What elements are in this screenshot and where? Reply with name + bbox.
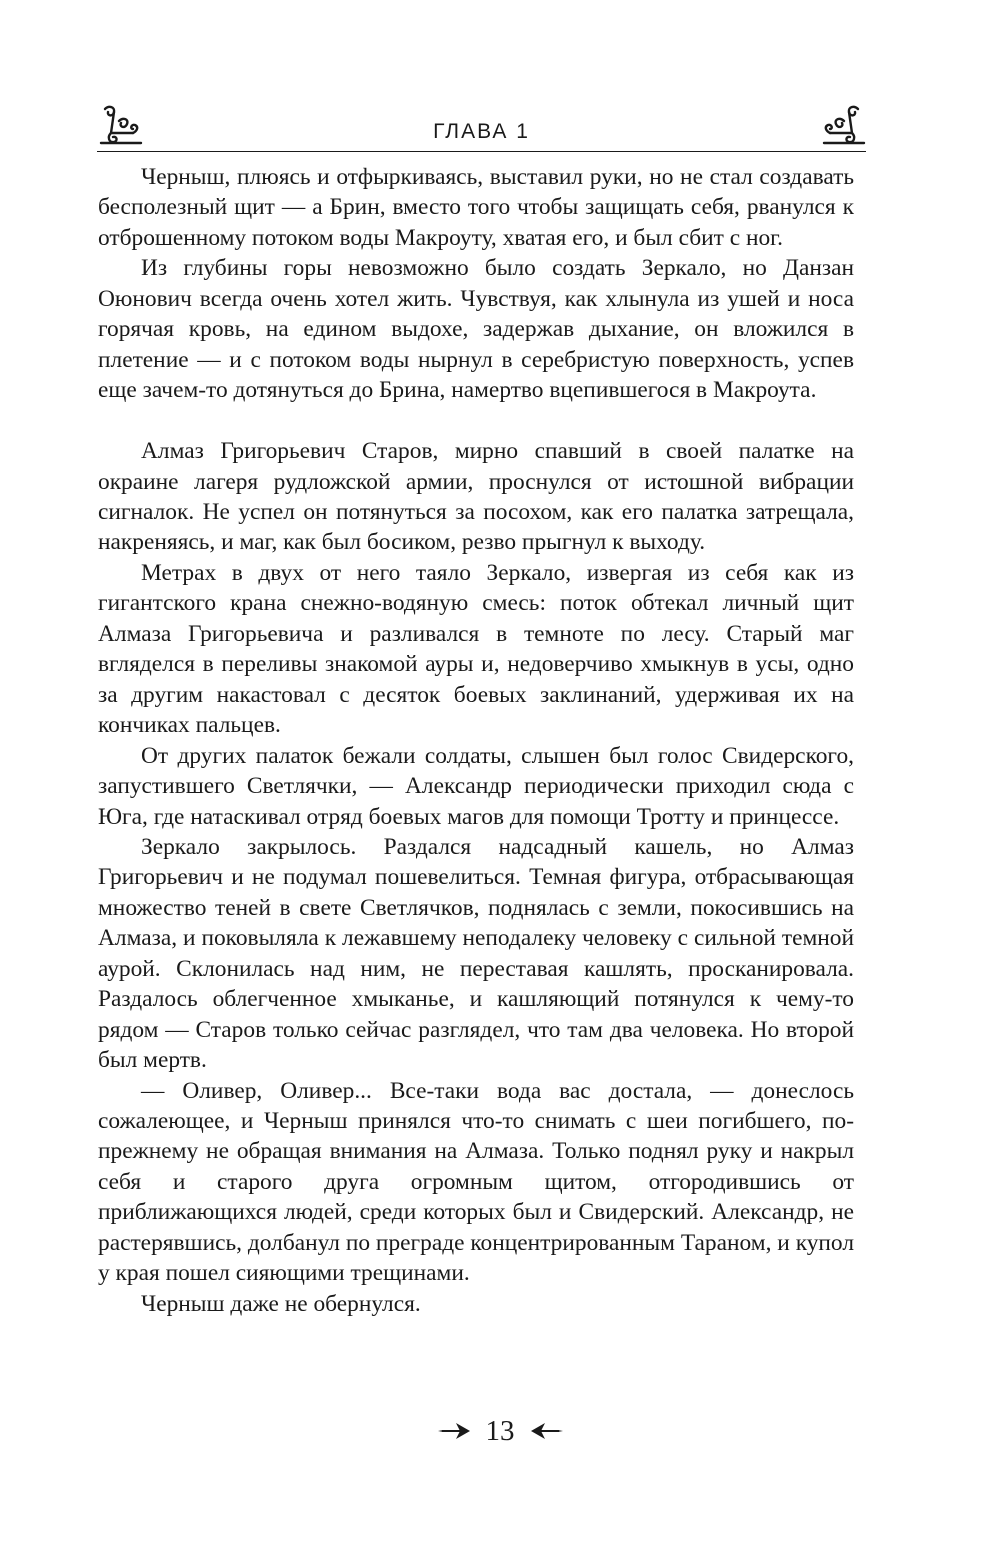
paragraph: Зеркало закрылось. Раздался надсадный кашель, но Алмаз Григорьевич и не подумал пошевелиться. Темная фигура, отбрасывающая множество теней в свете Светлячков, поднялась с земли, покосившись на Алмаза, и поковыляла к лежавшему неподалеку человеку с сильной темной аурой. Склонилась над ним, не переставая кашлять, просканировала. Раздалось облегченное хмыканье, и кашляющий потянулся к чему-то рядом — Старов только сейчас разглядел, что там два человека. Но второй был мертв. <box>98 833 854 1074</box>
arrow-right-ornament-icon <box>436 1421 472 1441</box>
paragraph: Метрах в двух от него таяло Зеркало, извергая из себя как из гигантского крана снежно-водяную смесь: поток обтекал личный щит Алмаза Григорьевича и разливался в темноте по лесу. Старый маг вгляделся в переливы знакомой ауры и, недоверчиво хмыкнув в усы, одно за другим накастовал с десяток боевых заклинаний, удерживая их на кончиках пальцев. <box>98 559 854 739</box>
flourish-ornament-icon <box>820 103 866 147</box>
paragraph: Алмаз Григорьевич Старов, мирно спавший в своей палатке на окраине лагеря рудложской армии, проснулся от истошной вибрации сигналок. Не успел он потянуться за посохом, как его палатка затрещала, накреняясь, и маг, как был босиком, резво прыгнул к выходу. <box>98 438 854 556</box>
arrow-left-ornament-icon <box>529 1421 565 1441</box>
paragraph: Черныш даже не обернулся. <box>141 1290 421 1317</box>
page-footer <box>0 1408 1000 1454</box>
paragraph: — Оливер, Оливер... Все-таки вода вас достала, — донеслось сожалеющее, и Черныш принялся что-то снимать с шеи погибшего, по-прежнему не обращая внимания на Алмаза. Только поднял руку и накрыл себя и старого друга огромным щитом, отгородившись от приближающихся людей, среди которых был и Свидерский. Александр, не растерявшись, долбанул по преграде концентрированным Тараном, и купол у края пошел сияющими трещинами. <box>98 1077 854 1287</box>
paragraph: Черныш, плюясь и отфыркиваясь, выставил руки, но не стал создавать бесполезный щит — а Брин, вместо того чтобы защищать себя, рванулся к отброшенному потоком воды Макроуту, хватая его, и был сбит с ног. <box>98 164 854 251</box>
page-body <box>98 162 854 1319</box>
running-header <box>97 103 866 152</box>
page-number: 13 <box>485 1415 515 1447</box>
chapter-title: ГЛАВА 1 <box>433 120 530 143</box>
paragraph: От других палаток бежали солдаты, слышен был голос Свидерского, запустившего Светлячки, — Александр периодически приходил сюда с Юга, где натаскивал отряд боевых магов для помощи Тротту и принцессе. <box>98 742 854 830</box>
paragraph: Из глубины горы невозможно было создать Зеркало, но Данзан Оюнович всегда очень хотел жить. Чувствуя, как хлынула из ушей и носа горячая кровь, на едином выдохе, задержав дыхание, он вложился в плетение — и с потоком воды нырнул в серебристую поверхность, успев еще зачем-то дотянуться до Брина, намертво вцепившегося в Макроута. <box>98 255 854 404</box>
